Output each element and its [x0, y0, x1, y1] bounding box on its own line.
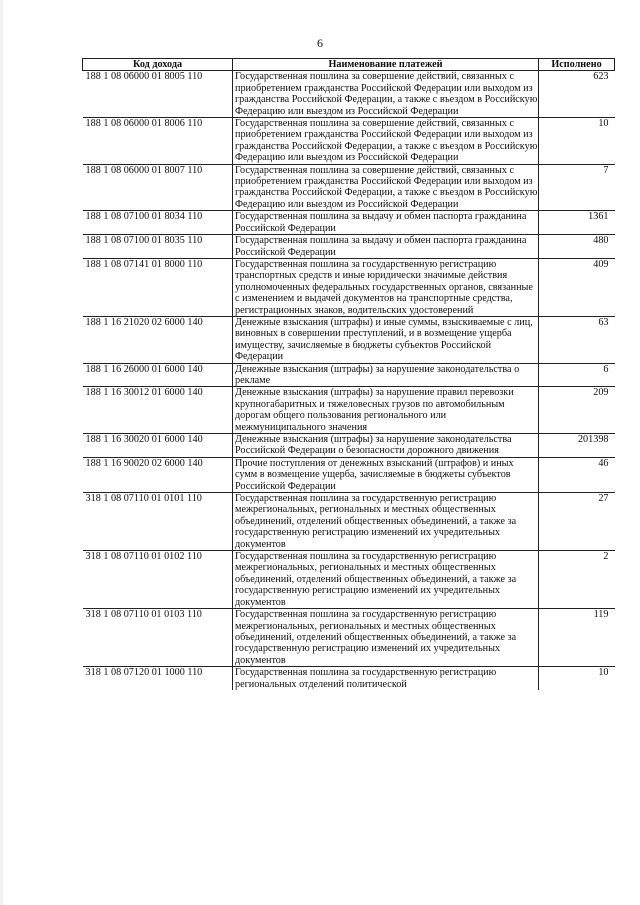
- row-value: 27: [539, 493, 615, 551]
- row-code: 188 1 16 30020 01 6000 140: [85, 434, 203, 445]
- table-row: [83, 609, 615, 667]
- table-row: [83, 235, 615, 259]
- row-value: 119: [539, 609, 615, 667]
- row-name: Государственная пошлина за выдачу и обмен паспорта гражданина Российской Федерации: [233, 235, 539, 259]
- row-code: 188 1 08 07141 01 8000 110: [85, 258, 203, 270]
- table-row: [83, 71, 615, 118]
- table-row: [83, 493, 615, 551]
- row-code: 318 1 08 07110 01 0103 110: [85, 609, 202, 621]
- row-value: 6: [539, 363, 615, 387]
- header-name: Наименование платежей: [233, 59, 539, 71]
- row-code: 318 1 08 07110 01 0102 110: [85, 551, 202, 563]
- row-name: Государственная пошлина за государственную регистрацию межрегиональных, региональных и местных общественных объединений, отделений общественных объединений, а также за государственную регистрацию изменений их учредительных документов: [233, 609, 539, 667]
- row-value: 209: [539, 387, 615, 434]
- table-row: [83, 211, 615, 235]
- row-value: 46: [539, 457, 615, 492]
- row-code: 188 1 08 06000 01 8006 110: [85, 118, 203, 130]
- row-value: 480: [539, 235, 615, 259]
- row-name: Государственная пошлина за государственную регистрацию региональных отделений политической: [233, 667, 539, 690]
- row-code: 188 1 16 21020 02 6000 140: [85, 316, 203, 328]
- row-code: 318 1 08 07110 01 0101 110: [85, 493, 202, 505]
- row-code: 188 1 08 07100 01 8034 110: [85, 211, 203, 223]
- table-row: [83, 118, 615, 165]
- table-row: [83, 164, 615, 211]
- row-name: Государственная пошлина за совершение действий, связанных с приобретением гражданства Российской Федерации или выходом из гражданства Российской Федерации, а также с въездом в Российскую Федерацию или выездом из Российской Федерации: [233, 164, 539, 211]
- row-code: 188 1 08 07100 01 8035 110: [85, 235, 203, 247]
- row-value: 10: [539, 118, 615, 165]
- row-code: 188 1 16 26000 01 6000 140: [85, 363, 203, 375]
- row-name: Государственная пошлина за государственную регистрацию транспортных средств и иные юридически значимые действия уполномоченных федеральных государственных органов, связанные с изменением и выдачей документов на транспортные средства, регистрационных знаков, водительских удостоверений: [233, 258, 539, 316]
- row-value: 10: [539, 667, 615, 690]
- row-code: 188 1 16 90020 02 6000 140: [85, 457, 203, 469]
- table-header-row: [83, 59, 615, 71]
- row-name: Государственная пошлина за государственную регистрацию межрегиональных, региональных и местных общественных объединений, отделений общественных объединений, а также за государственную регистрацию изменений их учредительных документов: [233, 551, 539, 609]
- row-code: 188 1 08 06000 01 8005 110: [85, 71, 203, 83]
- row-name: Денежные взыскания (штрафы) за нарушение законодательства о рекламе: [233, 363, 539, 387]
- revenue-table: [82, 58, 615, 690]
- table-row: [83, 667, 615, 690]
- table-row: [83, 316, 615, 363]
- table-row: [83, 258, 615, 316]
- table-row: [83, 457, 615, 492]
- row-name: Государственная пошлина за совершение действий, связанных с приобретением гражданства Российской Федерации или выходом из гражданства Российской Федерации, а также с въездом в Российскую Федерацию или выездом из Российской Федерации: [233, 118, 539, 165]
- row-value: 1361: [539, 211, 615, 235]
- row-value: 201398: [539, 434, 615, 458]
- table-row: [83, 434, 615, 458]
- row-value: 409: [539, 258, 615, 316]
- row-name: Денежные взыскания (штрафы) за нарушение законодательства Российской Федерации о безопасности дорожного движения: [233, 434, 539, 458]
- row-name: Государственная пошлина за выдачу и обмен паспорта гражданина Российской Федерации: [233, 211, 539, 235]
- row-name: Денежные взыскания (штрафы) и иные суммы, взыскиваемые с лиц, виновных в совершении преступлений, и в возмещение ущерба имуществу, зачисляемые в бюджеты субъектов Российской Федерации: [233, 316, 539, 363]
- table-row: [83, 363, 615, 387]
- row-code: 318 1 08 07120 01 1000 110: [85, 667, 203, 679]
- header-code: Код дохода: [83, 59, 233, 71]
- row-value: 2: [539, 551, 615, 609]
- row-name: Государственная пошлина за государственную регистрацию межрегиональных, региональных и местных общественных объединений, отделений общественных объединений, а также за государственную регистрацию изменений их учредительных документов: [233, 493, 539, 551]
- row-code: 188 1 08 06000 01 8007 110: [85, 164, 203, 176]
- row-value: 623: [539, 71, 615, 118]
- table-row: [83, 551, 615, 609]
- header-value: Исполнено: [539, 59, 615, 71]
- row-value: 63: [539, 316, 615, 363]
- table-row: [83, 387, 615, 434]
- row-value: 7: [539, 164, 615, 211]
- scan-edge: [0, 0, 3, 905]
- row-code: 188 1 16 30012 01 6000 140: [85, 387, 203, 399]
- row-name: Государственная пошлина за совершение действий, связанных с приобретением гражданства Российской Федерации или выходом из гражданства Российской Федерации, а также с въездом в Российскую Федерацию или выездом из Российской Федерации: [233, 71, 539, 118]
- row-name: Прочие поступления от денежных взысканий (штрафов) и иных сумм в возмещение ущерба, зачисляемые в бюджеты субъектов Российской Федерации: [233, 457, 539, 492]
- row-name: Денежные взыскания (штрафы) за нарушение правил перевозки крупногабаритных и тяжеловесных грузов по автомобильным дорогам общего пользования регионального или межмуниципального значения: [233, 387, 539, 434]
- page-number: 6: [317, 36, 323, 50]
